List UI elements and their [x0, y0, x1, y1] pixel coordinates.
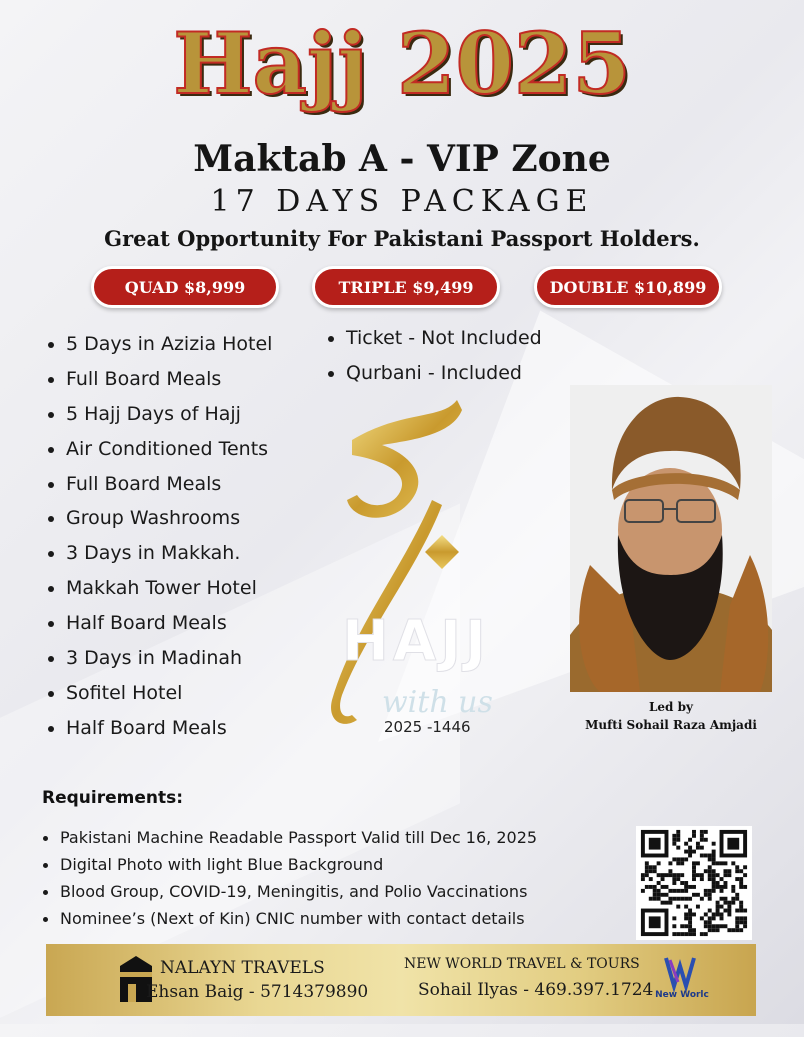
list-item: Qurbani - Included: [324, 356, 542, 391]
leader-label: Led by: [648, 700, 693, 714]
list-item: 5 Hajj Days of Hajj: [44, 397, 272, 432]
list-item: Blood Group, COVID-19, Meningitis, and Polio Vaccinations: [40, 878, 537, 905]
hajj-logo: [312, 400, 552, 740]
page-title: Hajj 2025: [173, 14, 631, 113]
extras-list: [324, 321, 542, 391]
list-item: Ticket - Not Included: [324, 321, 542, 356]
list-item: Digital Photo with light Blue Background: [40, 851, 537, 878]
list-item: Makkah Tower Hotel: [44, 571, 272, 606]
agency-name: NEW WORLD TRAVEL & TOURS: [404, 956, 640, 972]
price-badge-quad: QUAD $8,999: [91, 266, 279, 308]
list-item: Full Board Meals: [44, 362, 272, 397]
agency-contact: Sohail Ilyas - 469.397.1724: [418, 980, 654, 1000]
leader-caption: [570, 698, 772, 734]
requirements-title: Requirements:: [42, 788, 184, 808]
agency-name: NALAYN TRAVELS: [160, 958, 325, 978]
price-badge-double: DOUBLE $10,899: [534, 266, 722, 308]
list-item: Group Washrooms: [44, 501, 272, 536]
list-item: 5 Days in Azizia Hotel: [44, 327, 272, 362]
new-world-logo-text: New Worlc: [655, 990, 709, 1000]
requirements-list: [40, 824, 537, 932]
leader-portrait: [570, 385, 772, 692]
list-item: 3 Days in Madinah: [44, 641, 272, 676]
list-item: 3 Days in Makkah.: [44, 536, 272, 571]
qr-code[interactable]: [636, 826, 752, 940]
list-item: Pakistani Machine Readable Passport Valid till Dec 16, 2025: [40, 824, 537, 851]
list-item: Half Board Meals: [44, 711, 272, 746]
logo-script: with us: [382, 685, 493, 720]
price-badge-triple: TRIPLE $9,499: [312, 266, 500, 308]
package-duration: 17 DAYS PACKAGE: [210, 184, 594, 219]
leader-name: Mufti Sohail Raza Amjadi: [585, 718, 757, 732]
logo-year: 2025 -1446: [384, 718, 471, 736]
feature-list: [44, 327, 272, 746]
page-subtitle: Maktab A - VIP Zone: [193, 138, 611, 180]
list-item: Full Board Meals: [44, 467, 272, 502]
footer-banner: [46, 944, 756, 1016]
tagline: Great Opportunity For Pakistani Passport Holders.: [104, 226, 700, 251]
list-item: Half Board Meals: [44, 606, 272, 641]
list-item: Sofitel Hotel: [44, 676, 272, 711]
logo-word: HAJJ: [342, 609, 490, 674]
agency-contact: Ehsan Baig - 5714379890: [146, 982, 369, 1002]
list-item: Air Conditioned Tents: [44, 432, 272, 467]
list-item: Nominee’s (Next of Kin) CNIC number with contact details: [40, 905, 537, 932]
